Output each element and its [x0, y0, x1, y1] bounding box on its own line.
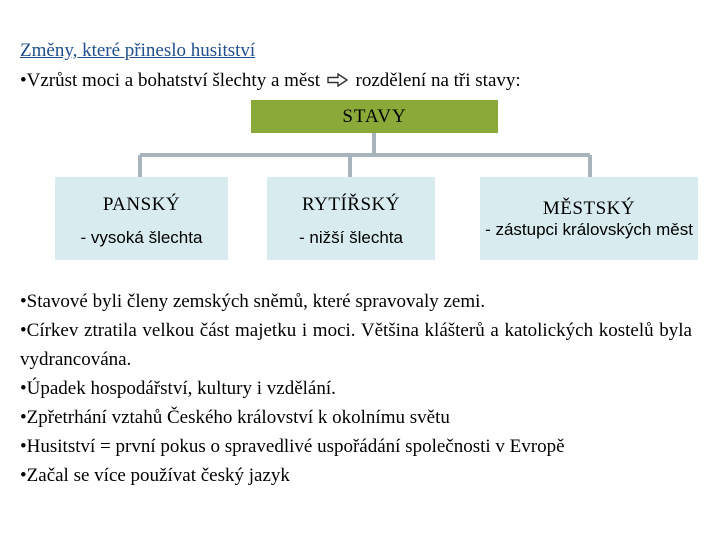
estate-description: - nižší šlechta [299, 227, 403, 247]
diagram-root-label: STAVY [342, 105, 407, 127]
estate-description: - vysoká šlechta [80, 227, 203, 247]
bullet-item: •Stavové byli členy zemských sněmů, které spravovaly zemi. [20, 291, 486, 312]
intro-text-end: rozdělení na tři stavy: [355, 70, 521, 91]
estate-name: PANSKÝ [102, 193, 181, 215]
estate-name: MĚSTSKÝ [542, 197, 636, 219]
intro-text: •Vzrůst moci a bohatství šlechty a měst [20, 70, 321, 91]
bullet-item: •Zpřetrhání vztahů Českého království k okolnímu světu [20, 407, 450, 428]
bullet-list [20, 287, 692, 490]
estate-description: - zástupci královských měst [485, 219, 693, 239]
diagram-root-box [251, 100, 498, 133]
bullet-item: •Církev ztratila velkou část majetku i moci. Většina klášterů a katolických kostelů byla vydrancována. [20, 320, 692, 370]
estate-box-panský [55, 177, 228, 260]
slide-title: Změny, které přineslo husitství [20, 40, 256, 61]
bullet-item: •Úpadek hospodářství, kultury i vzdělání. [20, 378, 336, 399]
estate-box-městský [480, 177, 698, 260]
estate-box-rytířský [267, 177, 435, 260]
estate-name: RYTÍŘSKÝ [302, 193, 400, 215]
bullet-item: •Husitství = první pokus o spravedlivé uspořádání společnosti v Evropě [20, 436, 565, 457]
bullet-item: •Začal se více používat český jazyk [20, 465, 290, 486]
